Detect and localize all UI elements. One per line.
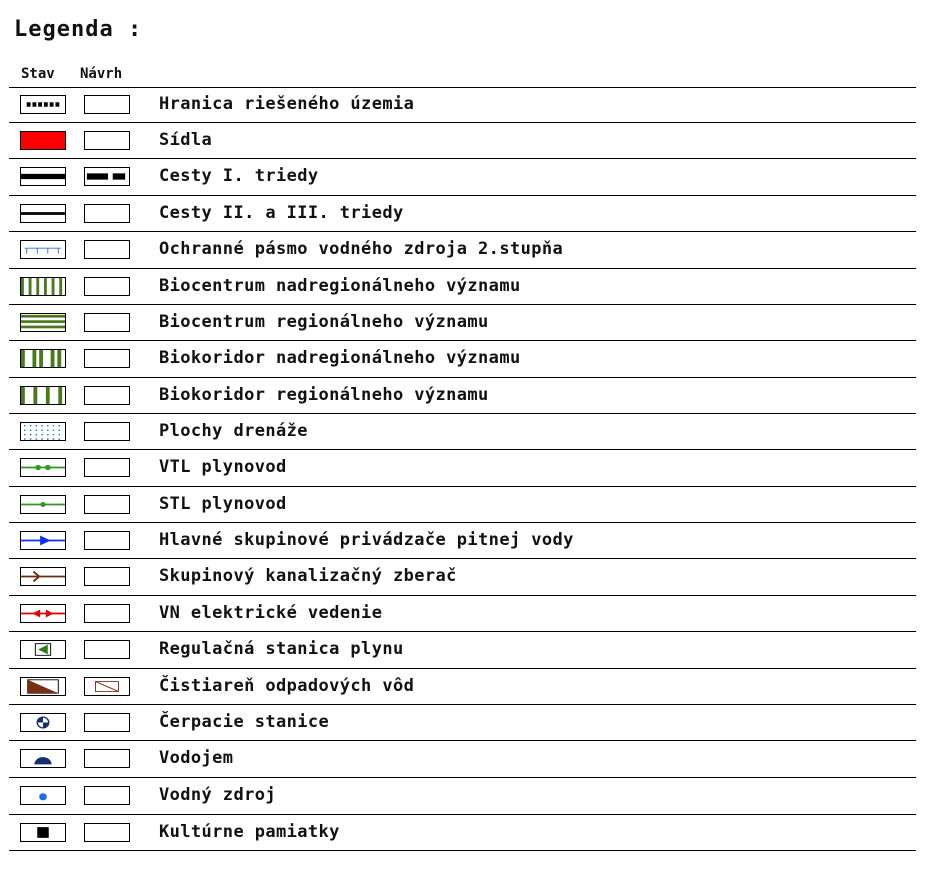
legend-row bbox=[9, 596, 916, 632]
legend-row bbox=[9, 159, 916, 196]
empty-box-icon bbox=[84, 713, 130, 732]
column-header-navrh: Návrh bbox=[80, 66, 123, 82]
legend-row bbox=[9, 450, 916, 487]
red-fill-icon bbox=[20, 131, 66, 150]
legend-row bbox=[9, 741, 916, 778]
empty-box-icon bbox=[84, 131, 130, 150]
green-double-bar-icon bbox=[20, 349, 66, 368]
column-header-stav: Stav bbox=[21, 66, 55, 82]
blue-arrow-line-icon bbox=[20, 531, 66, 550]
legend-item-label: Ochranné pásmo vodného zdroja 2.stupňa bbox=[159, 239, 564, 259]
green-gas-line-one-dot-icon bbox=[20, 495, 66, 514]
legend-row bbox=[9, 305, 916, 341]
legend-item-label: Plochy drenáže bbox=[159, 421, 308, 441]
wastewater-plant-outline-icon bbox=[84, 677, 130, 696]
legend-title: Legenda : bbox=[14, 17, 143, 42]
legend-item-label: Regulačná stanica plynu bbox=[159, 639, 404, 659]
legend-item-label: Biokoridor nadregionálneho významu bbox=[159, 348, 521, 368]
gas-regulator-triangle-icon bbox=[20, 640, 66, 659]
empty-box-icon bbox=[84, 277, 130, 296]
empty-box-icon bbox=[84, 458, 130, 477]
red-power-line-icon bbox=[20, 604, 66, 623]
legend-item-label: Vodný zdroj bbox=[159, 785, 276, 805]
empty-box-icon bbox=[84, 204, 130, 223]
legend-item-label: Hranica riešeného územia bbox=[159, 94, 415, 114]
pump-station-icon bbox=[20, 713, 66, 732]
legend-item-label: Hlavné skupinové privádzače pitnej vody bbox=[159, 530, 574, 550]
legend-row bbox=[9, 632, 916, 669]
legend-item-label: Čerpacie stanice bbox=[159, 712, 330, 732]
empty-box-icon bbox=[84, 240, 130, 259]
legend-item-label: Biokoridor regionálneho významu bbox=[159, 385, 489, 405]
water-reservoir-icon bbox=[20, 749, 66, 768]
empty-box-icon bbox=[84, 386, 130, 405]
green-single-bar-icon bbox=[20, 386, 66, 405]
empty-box-icon bbox=[84, 640, 130, 659]
boundary-dotted-icon bbox=[20, 95, 66, 114]
legend-row bbox=[9, 523, 916, 559]
legend-row bbox=[9, 815, 916, 851]
legend-row bbox=[9, 269, 916, 305]
legend-item-label: Vodojem bbox=[159, 748, 234, 768]
empty-box-icon bbox=[84, 531, 130, 550]
legend-row bbox=[9, 196, 916, 232]
empty-box-icon bbox=[84, 749, 130, 768]
legend-row bbox=[9, 778, 916, 815]
empty-box-icon bbox=[84, 349, 130, 368]
thick-road-line-icon bbox=[20, 167, 66, 186]
legend-row bbox=[9, 559, 916, 596]
dashed-thick-road-icon bbox=[84, 167, 130, 186]
legend-row bbox=[9, 669, 916, 705]
legend-item-label: Cesty II. a III. triedy bbox=[159, 203, 404, 223]
legend-item-label: Cesty I. triedy bbox=[159, 166, 319, 186]
legend-item-label: STL plynovod bbox=[159, 494, 287, 514]
legend-row bbox=[9, 123, 916, 159]
legend-item-label: Kultúrne pamiatky bbox=[159, 822, 340, 842]
empty-box-icon bbox=[84, 823, 130, 842]
empty-box-icon bbox=[84, 495, 130, 514]
legend-item-label: Čistiareň odpadových vôd bbox=[159, 676, 415, 696]
road-line-icon bbox=[20, 204, 66, 223]
water-protection-zone-icon bbox=[20, 240, 66, 259]
legend-item-label: Sídla bbox=[159, 130, 213, 150]
empty-box-icon bbox=[84, 567, 130, 586]
empty-box-icon bbox=[84, 313, 130, 332]
legend-row bbox=[9, 378, 916, 414]
cultural-monument-square-icon bbox=[20, 823, 66, 842]
legend-item-label: Biocentrum nadregionálneho významu bbox=[159, 276, 521, 296]
green-horizontal-hatch-icon bbox=[20, 313, 66, 332]
empty-box-icon bbox=[84, 604, 130, 623]
legend-row bbox=[9, 341, 916, 378]
legend-row bbox=[9, 487, 916, 523]
brown-sewer-line-icon bbox=[20, 567, 66, 586]
legend-item-label: VTL plynovod bbox=[159, 457, 287, 477]
empty-box-icon bbox=[84, 786, 130, 805]
empty-box-icon bbox=[84, 422, 130, 441]
wastewater-plant-filled-icon bbox=[20, 677, 66, 696]
legend-row bbox=[9, 705, 916, 741]
legend-row bbox=[9, 414, 916, 450]
legend-row bbox=[9, 232, 916, 269]
empty-box-icon bbox=[84, 95, 130, 114]
blue-dotted-fill-icon bbox=[20, 422, 66, 441]
legend-item-label: Skupinový kanalizačný zberač bbox=[159, 566, 457, 586]
water-source-dot-icon bbox=[20, 786, 66, 805]
legend-item-label: VN elektrické vedenie bbox=[159, 603, 383, 623]
green-gas-line-two-dots-icon bbox=[20, 458, 66, 477]
legend-item-label: Biocentrum regionálneho významu bbox=[159, 312, 489, 332]
legend-row bbox=[9, 88, 916, 123]
green-vertical-hatch-icon bbox=[20, 277, 66, 296]
